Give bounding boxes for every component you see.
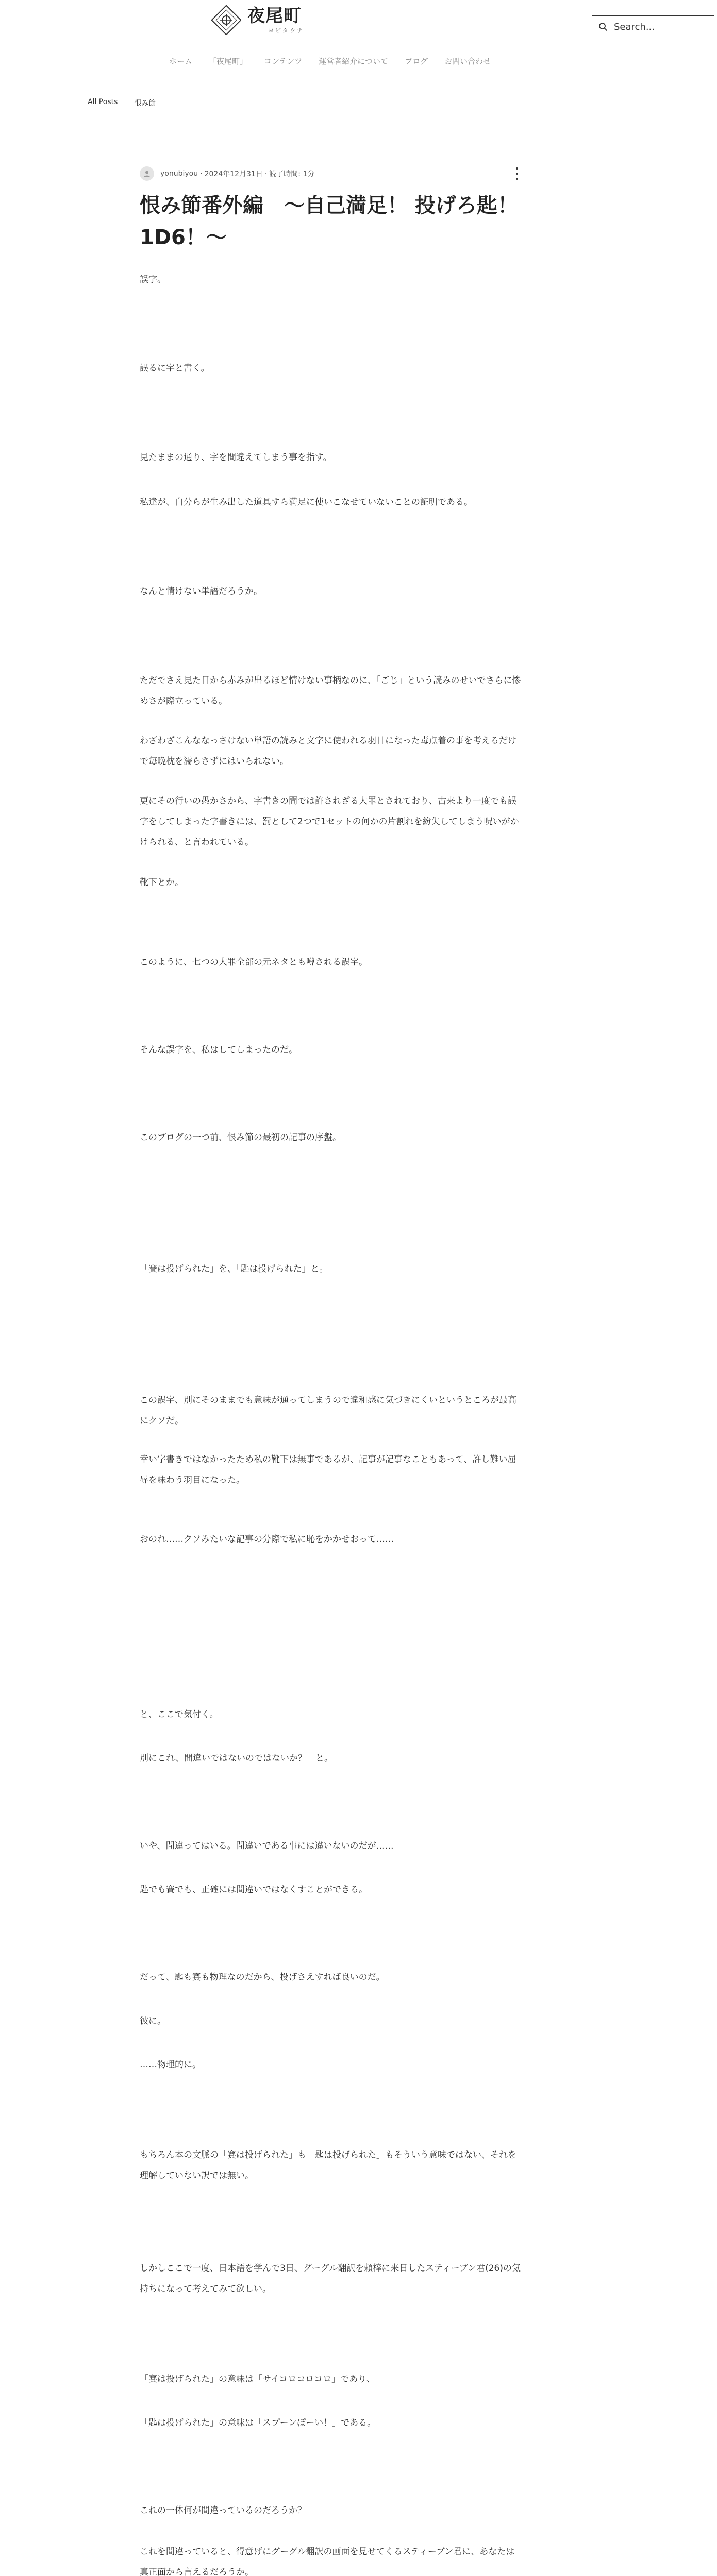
- paragraph: 別にこれ、間違いではないのではないか？ と。: [140, 1753, 334, 1764]
- post-card: [88, 135, 573, 2576]
- category-link[interactable]: 恨み節: [134, 99, 156, 108]
- paragraph: この誤字、別にそのままでも意味が通ってしまうので違和感に気づきにくいというところが最高にクソだ。: [140, 1395, 516, 1426]
- logo-title: 夜尾町: [247, 6, 302, 26]
- paragraph: 幸い字書きではなかったため私の靴下は無事であるが、記事が記事なこともあって、許し難い屈辱を味わう羽目になった。: [140, 1454, 516, 1485]
- meta-separator: ·: [264, 170, 268, 178]
- paragraph: と、ここで気付く。: [140, 1709, 219, 1720]
- paragraph: いや、間違ってはいる。間違いである事には違いないのだが……: [140, 1841, 394, 1851]
- paragraph: これを間違っていると、得意げにグーグル翻訳の画面を見せてくるスティーブン君に、あなたは真正面から言えるだろうか。: [140, 2547, 515, 2576]
- site-header: [0, 0, 717, 77]
- paragraph: おのれ……クソみたいな記事の分際で私に恥をかかせおって……: [140, 1534, 394, 1545]
- author-name[interactable]: yonubiyou: [160, 170, 198, 178]
- nav-item-blog[interactable]: ブログ: [404, 56, 428, 66]
- paragraph: わざわざこんななっさけない単語の読みと文字に使われる羽目になった毒点着の事を考えるだけで毎晩枕を濡らさずにはいられない。: [140, 736, 516, 767]
- logo-text: [247, 6, 304, 35]
- paragraph: 「賽は投げられた」を、「匙は投げられた」と。: [140, 1264, 328, 1274]
- paragraph: そんな誤字を、私はしてしまったのだ。: [140, 1045, 297, 1055]
- search-box[interactable]: [592, 15, 714, 38]
- user-icon: [143, 170, 151, 178]
- author-avatar[interactable]: [140, 166, 154, 181]
- paragraph: 「匙は投げられた」の意味は「スプーンぽーい！」である。: [140, 2418, 376, 2428]
- paragraph: 匙でも賽でも、正確には間違いではなくすことができる。: [140, 1885, 368, 1895]
- search-icon: [598, 22, 608, 31]
- paragraph: 誤字。: [140, 275, 166, 285]
- read-time: 読了時間: 1分: [269, 170, 315, 178]
- paragraph: これの一体何が間違っているのだろうか？: [140, 2505, 306, 2516]
- paragraph: しかしここで一度、日本語を学んで3日、グーグル翻訳を頼棒に来日したスティーブン君(26)の気持ちになって考えてみて欲しい。: [140, 2263, 521, 2294]
- paragraph: 私達が、自分らが生み出した道具すら満足に使いこなせていないことの証明である。: [140, 497, 473, 507]
- logo-subtitle: ヨビタウナ: [268, 27, 304, 34]
- paragraph: 彼に。: [140, 2016, 166, 2026]
- paragraph: ただでさえ見た目から赤みが出るほど情けない事柄なのに、「ごじ」という読みのせいでさらに惨めさが際立っている。: [140, 675, 521, 706]
- site-logo[interactable]: [211, 5, 304, 35]
- post-meta: [140, 166, 316, 181]
- nav-item-home[interactable]: ホーム: [169, 56, 192, 66]
- paragraph: 「賽は投げられた」の意味は「サイコロコロコロ」であり、: [140, 2374, 376, 2384]
- all-posts-link[interactable]: All Posts: [88, 98, 118, 106]
- logo-emblem-icon: [211, 5, 241, 35]
- nav-item-contact[interactable]: お問い合わせ: [444, 56, 491, 66]
- meta-separator: ·: [200, 170, 203, 178]
- paragraph: このブログの一つ前、恨み節の最初の記事の序盤。: [140, 1132, 341, 1143]
- post-title: 恨み節番外編 ～自己満足！ 投げろ匙！1D6！～: [140, 194, 518, 249]
- paragraph: 見たままの通り、字を間違えてしまう事を指す。: [140, 452, 332, 463]
- paragraph: 更にその行いの愚かさから、字書きの間では許されざる大罪とされており、古来より一度でも誤字をしてしまった字書きには、罰として2つで1セットの何かの片割れを紛失してしまう呪いがかけられる、と言われている。: [140, 796, 519, 848]
- post-date: 2024年12月31日: [204, 170, 263, 178]
- nav-item-yobitown[interactable]: 「夜尾町」: [209, 56, 248, 66]
- paragraph: だって、匙も賽も物理なのだから、投げさえすれば良いのだ。: [140, 1972, 385, 1982]
- nav-item-about[interactable]: 運営者紹介について: [319, 56, 388, 66]
- paragraph: なんと情けない単語だろうか。: [140, 586, 262, 597]
- paragraph: 靴下とか。: [140, 877, 184, 888]
- search-input[interactable]: [613, 21, 708, 33]
- paragraph: このように、七つの大罪全部の元ネタとも噂される誤字。: [140, 957, 368, 968]
- main-nav: [111, 53, 549, 69]
- nav-item-contents[interactable]: コンテンツ: [264, 56, 303, 66]
- paragraph: もちろん本の文脈の「賽は投げられた」も「匙は投げられた」もそういう意味ではない、それを理解していない訳では無い。: [140, 2150, 516, 2181]
- more-options-icon[interactable]: [512, 167, 522, 180]
- blog-category-nav: [88, 98, 172, 108]
- paragraph: ……物理的に。: [140, 2060, 201, 2070]
- paragraph: 誤るに字と書く。: [140, 363, 210, 374]
